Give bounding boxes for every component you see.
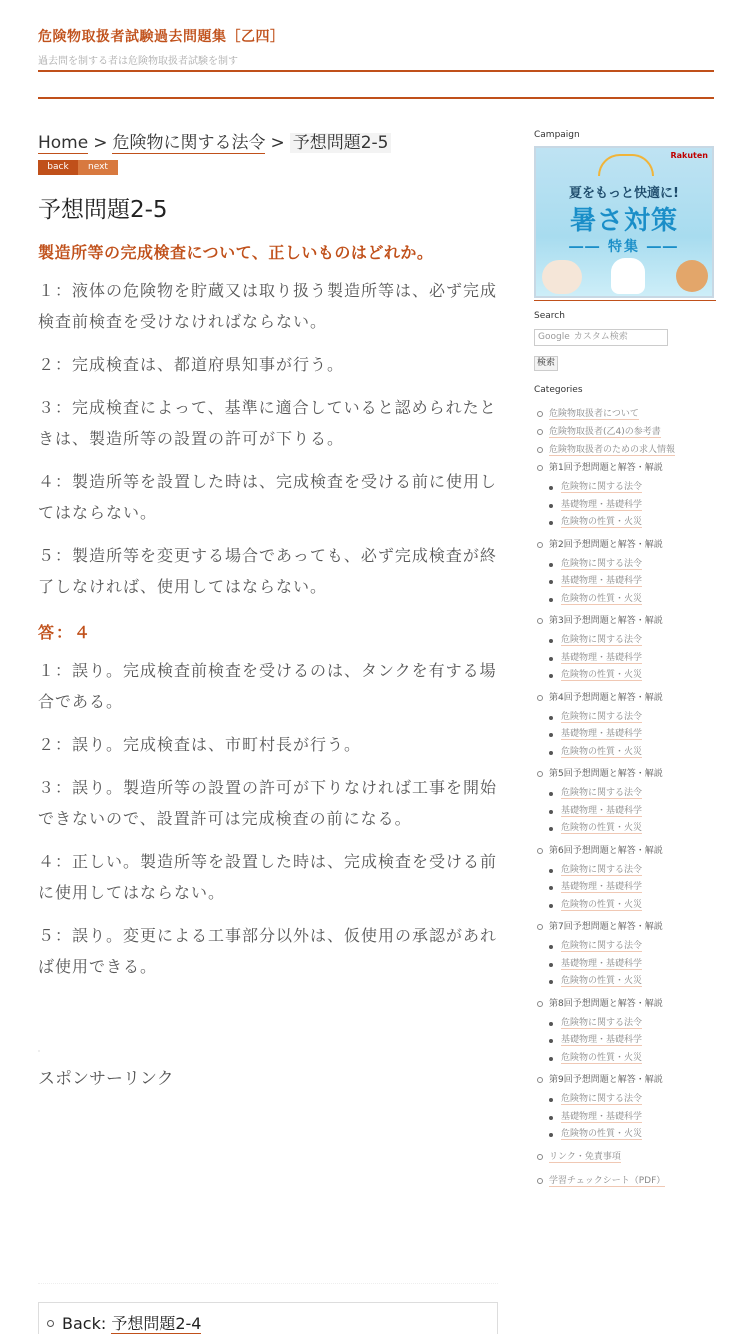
answer-heading: 答：４ (38, 623, 93, 642)
subcategory-link[interactable]: 危険物に関する法令 (561, 558, 643, 569)
category-list (534, 405, 716, 1190)
subcategory-item (549, 973, 716, 991)
subcategory-link[interactable]: 危険物に関する法令 (561, 1094, 643, 1104)
back-button[interactable]: back (38, 160, 78, 175)
subcategory-link[interactable]: 危険物に関する法令 (561, 635, 643, 645)
header-rule (38, 70, 714, 72)
category-link[interactable]: 危険物取扱者について (549, 409, 639, 419)
sun-icon (598, 154, 654, 176)
subcategory-link[interactable]: 基礎物理・基礎科学 (561, 958, 643, 969)
subcategory-link[interactable]: 危険物の性質・火災 (561, 1052, 643, 1063)
bear-illustration (611, 258, 645, 294)
site-tagline: 過去問を制する者は危険物取扱者試験を制す (38, 56, 238, 67)
subcategory-item (549, 632, 716, 650)
explanation-item: ５：誤り。変更による工事部分以外は、仮使用の承認があれば使用できる。 (38, 926, 498, 976)
subcategory-link[interactable]: 危険物に関する法令 (561, 941, 643, 951)
subcategory-link[interactable]: 基礎物理・基礎科学 (561, 652, 643, 663)
category-item (534, 1172, 716, 1190)
subcategory-link[interactable]: 基礎物理・基礎科学 (561, 1035, 643, 1045)
explanation-item: ３：誤り。製造所等の設置の許可が下りなければ工事を開始できないので、設置許可は完成検査の前になる。 (38, 778, 498, 828)
subcategory-item (549, 820, 716, 838)
subcategory-item (549, 556, 716, 574)
breadcrumb-separator: > (270, 133, 285, 153)
subcategory-link[interactable]: 基礎物理・基礎科学 (561, 805, 643, 816)
option-item: ２：完成検査は、都道府県知事が行う。 (38, 355, 345, 374)
subcategory-link[interactable]: 危険物に関する法令 (561, 864, 643, 875)
option-item: ４：製造所等を設置した時は、完成検査を受ける前に使用してはならない。 (38, 472, 498, 522)
subcategory-link[interactable]: 基礎物理・基礎科学 (561, 882, 643, 892)
subcategory-link[interactable]: 危険物の性質・火災 (561, 517, 643, 527)
subcategory-item (549, 938, 716, 956)
category-group-label[interactable]: 第7回予想問題と解答・解説 (549, 922, 663, 932)
subcategory-item (549, 650, 716, 668)
subcategory-item (549, 862, 716, 880)
category-group (534, 918, 716, 991)
breadcrumb-home-link[interactable]: Home (38, 133, 89, 153)
category-group-label[interactable]: 第5回予想問題と解答・解説 (549, 769, 663, 779)
subcategory-list (549, 1015, 716, 1068)
subcategory-item (549, 726, 716, 744)
ad-placeholder (38, 1050, 40, 1052)
banner-line1: 夏をもっと快適に! (569, 186, 679, 201)
subcategory-item (549, 667, 716, 685)
bullet-icon (47, 1320, 54, 1327)
subcategory-list (549, 709, 716, 762)
subcategory-item (549, 573, 716, 591)
google-logo: Google (538, 332, 570, 342)
explanation-item: ４：正しい。製造所等を設置した時は、完成検査を受ける前に使用してはならない。 (38, 852, 498, 902)
category-group-label[interactable]: 第4回予想問題と解答・解説 (549, 692, 663, 703)
category-link[interactable]: 学習チェックシート（PDF） (549, 1175, 666, 1186)
option-item: １：液体の危険物を貯蔵又は取り扱う製造所等は、必ず完成検査前検査を受けなければならない。 (38, 281, 498, 331)
subcategory-item (549, 785, 716, 803)
search-placeholder: カスタム検索 (573, 332, 628, 342)
explanation-item: ２：誤り。完成検査は、市町村長が行う。 (38, 735, 362, 754)
subcategory-list (549, 479, 716, 532)
subcategory-item (549, 897, 716, 915)
next-button[interactable]: next (78, 160, 118, 175)
option-item: ３：完成検査によって、基準に適合していると認められたときは、製造所等の設置の許可が下りる。 (38, 398, 497, 448)
banner-line2: 暑さ対策 (569, 206, 678, 236)
subcategory-link[interactable]: 基礎物理・基礎科学 (561, 1111, 643, 1122)
person-illustration (542, 260, 582, 294)
subcategory-list (549, 1091, 716, 1144)
subcategory-item (549, 497, 716, 515)
category-group-label[interactable]: 第6回予想問題と解答・解説 (549, 845, 663, 856)
category-link[interactable]: 危険物取扱者(乙4)の参考書 (549, 427, 661, 437)
subcategory-item (549, 1091, 716, 1109)
main-content (38, 128, 498, 982)
site-title[interactable]: 危険物取扱者試験過去問題集［乙四］ (38, 29, 285, 45)
subcategory-link[interactable]: 危険物の性質・火災 (561, 746, 643, 757)
campaign-banner[interactable] (534, 146, 714, 298)
subcategory-item (549, 879, 716, 897)
subcategory-item (549, 709, 716, 727)
category-item (534, 423, 716, 441)
back-prefix: Back: (62, 1314, 107, 1333)
sidebar (534, 130, 716, 1190)
search-title: Search (534, 311, 565, 321)
category-link[interactable]: リンク・免責事項 (549, 1151, 621, 1162)
dog-illustration (676, 260, 708, 292)
subcategory-item (549, 1109, 716, 1127)
brand-logo: Rakuten (670, 151, 708, 160)
search-input[interactable] (534, 329, 668, 346)
category-group-label[interactable]: 第8回予想問題と解答・解説 (549, 998, 663, 1009)
category-group (534, 1071, 716, 1144)
explanation-item: １：誤り。完成検査前検査を受けるのは、タンクを有する場合である。 (38, 661, 497, 711)
prev-post-link[interactable]: 予想問題2-4 (111, 1314, 202, 1333)
subcategory-link[interactable]: 基礎物理・基礎科学 (561, 729, 643, 739)
category-item (534, 405, 716, 423)
prev-post-box (38, 1302, 498, 1334)
option-list (38, 275, 498, 602)
breadcrumb-category-link[interactable]: 危険物に関する法令 (112, 133, 266, 153)
explanation-list (38, 655, 498, 982)
subcategory-list (549, 632, 716, 685)
subcategory-link[interactable]: 危険物に関する法令 (561, 711, 643, 722)
subcategory-item (549, 514, 716, 532)
nav-rule (38, 97, 714, 99)
subcategory-link[interactable]: 危険物の性質・火災 (561, 976, 643, 986)
subcategory-link[interactable]: 危険物の性質・火災 (561, 823, 643, 833)
category-group-label[interactable]: 第2回予想問題と解答・解説 (549, 539, 663, 550)
subcategory-list (549, 862, 716, 915)
category-group-label[interactable]: 第3回予想問題と解答・解説 (549, 616, 663, 626)
subcategory-item (549, 1050, 716, 1068)
subcategory-link[interactable]: 危険物の性質・火災 (561, 899, 643, 910)
category-group (534, 536, 716, 609)
subcategory-link[interactable]: 危険物の性質・火災 (561, 1129, 643, 1139)
category-group (534, 689, 716, 762)
divider (534, 300, 716, 301)
subcategory-link[interactable]: 危険物の性質・火災 (561, 670, 643, 680)
categories-title: Categories (534, 385, 583, 395)
subcategory-item (549, 1126, 716, 1144)
sponsor-link-label: スポンサーリンク (38, 1069, 174, 1089)
subcategory-item (549, 744, 716, 762)
site-header (38, 26, 714, 67)
subcategory-link[interactable]: 危険物に関する法令 (561, 482, 643, 492)
breadcrumb (38, 128, 498, 152)
subcategory-item (549, 479, 716, 497)
subcategory-item (549, 591, 716, 609)
category-item (534, 1148, 716, 1166)
subcategory-list (549, 938, 716, 991)
subcategory-list (549, 556, 716, 609)
option-item: ５：製造所等を変更する場合であっても、必ず完成検査が終了しなければ、使用してはならない。 (38, 546, 497, 596)
breadcrumb-current: 予想問題2-5 (290, 133, 392, 153)
category-link[interactable]: 危険物取扱者のための求人情報 (549, 445, 676, 455)
category-group (534, 612, 716, 685)
post-nav (38, 160, 498, 175)
divider (38, 1283, 498, 1284)
banner-line3: ―― 特集 ―― (569, 239, 679, 255)
subcategory-link[interactable]: 危険物の性質・火災 (561, 593, 643, 604)
category-group (534, 995, 716, 1068)
subcategory-item (549, 1032, 716, 1050)
subcategory-link[interactable]: 危険物に関する法令 (561, 788, 643, 798)
subcategory-link[interactable]: 基礎物理・基礎科学 (561, 499, 643, 510)
subcategory-link[interactable]: 危険物に関する法令 (561, 1017, 643, 1028)
subcategory-item (549, 803, 716, 821)
subcategory-list (549, 785, 716, 838)
category-group-label[interactable]: 第9回予想問題と解答・解説 (549, 1075, 663, 1085)
category-item (534, 441, 716, 459)
category-group (534, 842, 716, 915)
campaign-title: Campaign (534, 130, 580, 140)
breadcrumb-separator: > (93, 133, 108, 153)
category-group (534, 459, 716, 532)
page-title: 予想問題2-5 (38, 197, 168, 223)
subcategory-item (549, 956, 716, 974)
search-button[interactable]: 検索 (534, 356, 558, 371)
subcategory-link[interactable]: 基礎物理・基礎科学 (561, 576, 643, 586)
category-group-label[interactable]: 第1回予想問題と解答・解説 (549, 463, 663, 473)
category-group (534, 765, 716, 838)
question-text: 製造所等の完成検査について、正しいものはどれか。 (38, 243, 434, 262)
subcategory-item (549, 1015, 716, 1033)
